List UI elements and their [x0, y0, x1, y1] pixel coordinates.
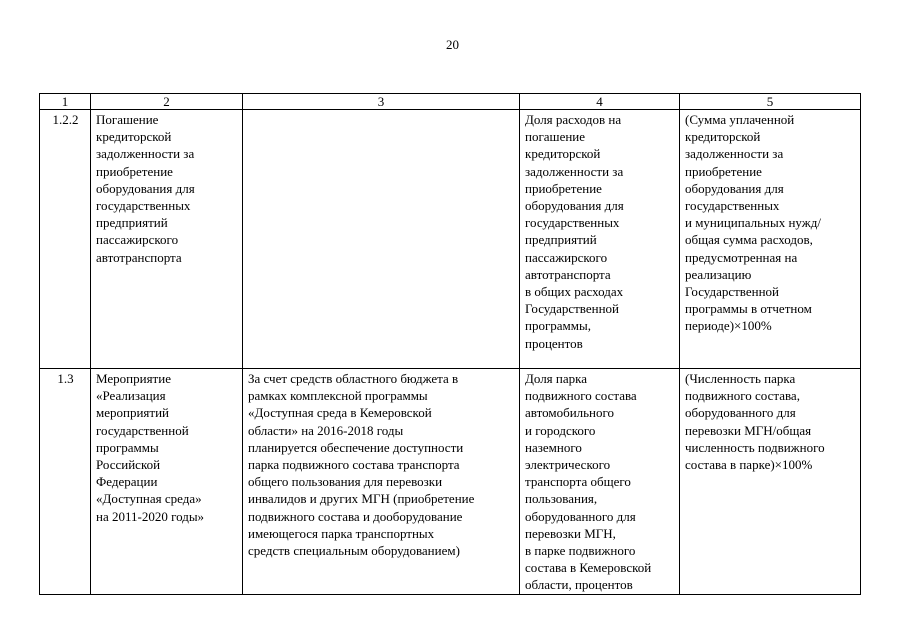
page-number: 20	[446, 37, 459, 52]
cell-text-line: задолженности за	[96, 146, 195, 162]
cell-text-line: в общих расходах	[525, 284, 624, 300]
program-indicators-table	[39, 93, 861, 595]
cell-text-line: парка подвижного состава транспорта	[248, 457, 460, 473]
event-description-cell	[243, 369, 520, 595]
cell-text-line: За счет средств областного бюджета в	[248, 371, 459, 386]
event-name-cell	[91, 369, 243, 595]
header-cell-5: 5	[680, 94, 861, 110]
cell-text-line: реализацию	[685, 266, 752, 282]
cell-text-line: «Доступная среда в Кемеровской	[248, 405, 432, 421]
cell-text-line: оборудования для	[96, 180, 195, 196]
cell-text-line: Доля парка	[525, 371, 588, 386]
cell-text-line: перевозки МГН/общая	[685, 422, 812, 438]
cell-text-line: области, процентов	[525, 577, 633, 593]
cell-text-line: государственных	[525, 215, 620, 231]
header-cell-2: 2	[91, 94, 243, 110]
cell-text-line: задолженности за	[685, 146, 784, 162]
cell-text-line: инвалидов и других МГН (приобретение	[248, 491, 475, 507]
cell-text-line: численность подвижного	[685, 439, 825, 455]
cell-text-line: на 2011-2020 годы»	[96, 508, 205, 524]
header-cell-3: 3	[243, 94, 520, 110]
cell-text-line: предусмотренная на	[685, 249, 798, 265]
cell-text-line: (Численность парка	[685, 371, 796, 386]
cell-text-line: процентов	[525, 335, 583, 351]
cell-text-line: Государственной	[525, 301, 620, 317]
cell-text-line: пассажирского	[96, 232, 179, 248]
cell-text-line: автомобильного	[525, 405, 615, 421]
cell-text-line: периоде)×100%	[685, 318, 772, 334]
cell-text-line: приобретение	[525, 180, 602, 196]
cell-text-line: состава в парке)×100%	[685, 457, 813, 473]
cell-text-line: кредиторской	[96, 129, 172, 145]
cell-text-line: автотранспорта	[96, 249, 182, 265]
cell-text-line: и муниципальных нужд/	[685, 215, 821, 231]
cell-text-line: государственной	[96, 422, 189, 438]
cell-text-line: пользования,	[525, 491, 598, 507]
header-cell-4: 4	[520, 94, 680, 110]
cell-text-line: предприятий	[96, 215, 168, 231]
cell-text-line: задолженности за	[525, 163, 624, 179]
cell-text-line: состава в Кемеровской	[525, 560, 652, 576]
cell-text-line: и городского	[525, 422, 596, 438]
cell-text-line: Доля расходов на	[525, 112, 622, 127]
cell-text-line: (Сумма уплаченной	[685, 112, 795, 127]
cell-text-line: средств специальным оборудованием)	[248, 543, 460, 559]
cell-text-line: подвижного состава и дооборудование	[248, 508, 463, 524]
cell-text-line: Погашение	[96, 112, 159, 127]
cell-text-line: Российской	[96, 457, 161, 473]
cell-text-line: оборудованного для	[525, 508, 636, 524]
cell-text-line: электрического	[525, 457, 611, 473]
cell-text-line: «Доступная среда»	[96, 491, 202, 507]
cell-text-line: оборудованного для	[685, 405, 796, 421]
cell-text-line: подвижного состава	[525, 388, 637, 404]
calculation-method-cell	[680, 369, 861, 595]
indicator-name-cell	[520, 110, 680, 369]
calculation-method-cell	[680, 110, 861, 369]
table-header-row	[40, 94, 861, 110]
cell-text-line: общего пользования для перевозки	[248, 474, 443, 490]
cell-text-line: программы,	[525, 318, 591, 334]
event-name-cell	[91, 110, 243, 369]
event-description-cell	[243, 110, 520, 369]
cell-text-line: в парке подвижного	[525, 543, 636, 559]
cell-text-line: имеющегося парка транспортных	[248, 525, 435, 541]
cell-text-line: кредиторской	[685, 129, 761, 145]
cell-text-line: подвижного состава,	[685, 388, 800, 404]
cell-text-line: «Реализация	[96, 388, 166, 404]
cell-text-line: транспорта общего	[525, 474, 631, 490]
cell-text-line: программы в отчетном	[685, 301, 812, 317]
header-cell-1: 1	[40, 94, 91, 110]
cell-text-line: предприятий	[525, 232, 597, 248]
cell-text-line: общая сумма расходов,	[685, 232, 813, 248]
row-number-cell: 1.3	[40, 369, 91, 595]
table-row	[40, 369, 861, 595]
cell-text-line: мероприятий	[96, 405, 169, 421]
indicator-name-cell	[520, 369, 680, 595]
cell-text-line: программы	[96, 439, 159, 455]
cell-text-line: автотранспорта	[525, 266, 611, 282]
cell-text-line: наземного	[525, 439, 582, 455]
cell-text-line: оборудования для	[525, 198, 624, 214]
cell-text-line: погашение	[525, 129, 586, 145]
cell-text-line: Мероприятие	[96, 371, 171, 386]
cell-text-line: государственных	[685, 198, 780, 214]
cell-text-line: кредиторской	[525, 146, 601, 162]
table-row	[40, 110, 861, 369]
cell-text-line: приобретение	[96, 163, 173, 179]
cell-text-line: Федерации	[96, 474, 158, 490]
cell-text-line: Государственной	[685, 284, 780, 300]
cell-text-line: рамках комплексной программы	[248, 388, 428, 404]
cell-text-line: планируется обеспечение доступности	[248, 439, 464, 455]
row-number-cell: 1.2.2	[40, 110, 91, 369]
cell-text-line: пассажирского	[525, 249, 608, 265]
cell-text-line: приобретение	[685, 163, 762, 179]
cell-text-line: государственных	[96, 198, 191, 214]
cell-text-line: перевозки МГН,	[525, 525, 616, 541]
cell-text-line: оборудования для	[685, 180, 784, 196]
cell-text-line: области» на 2016-2018 годы	[248, 422, 404, 438]
